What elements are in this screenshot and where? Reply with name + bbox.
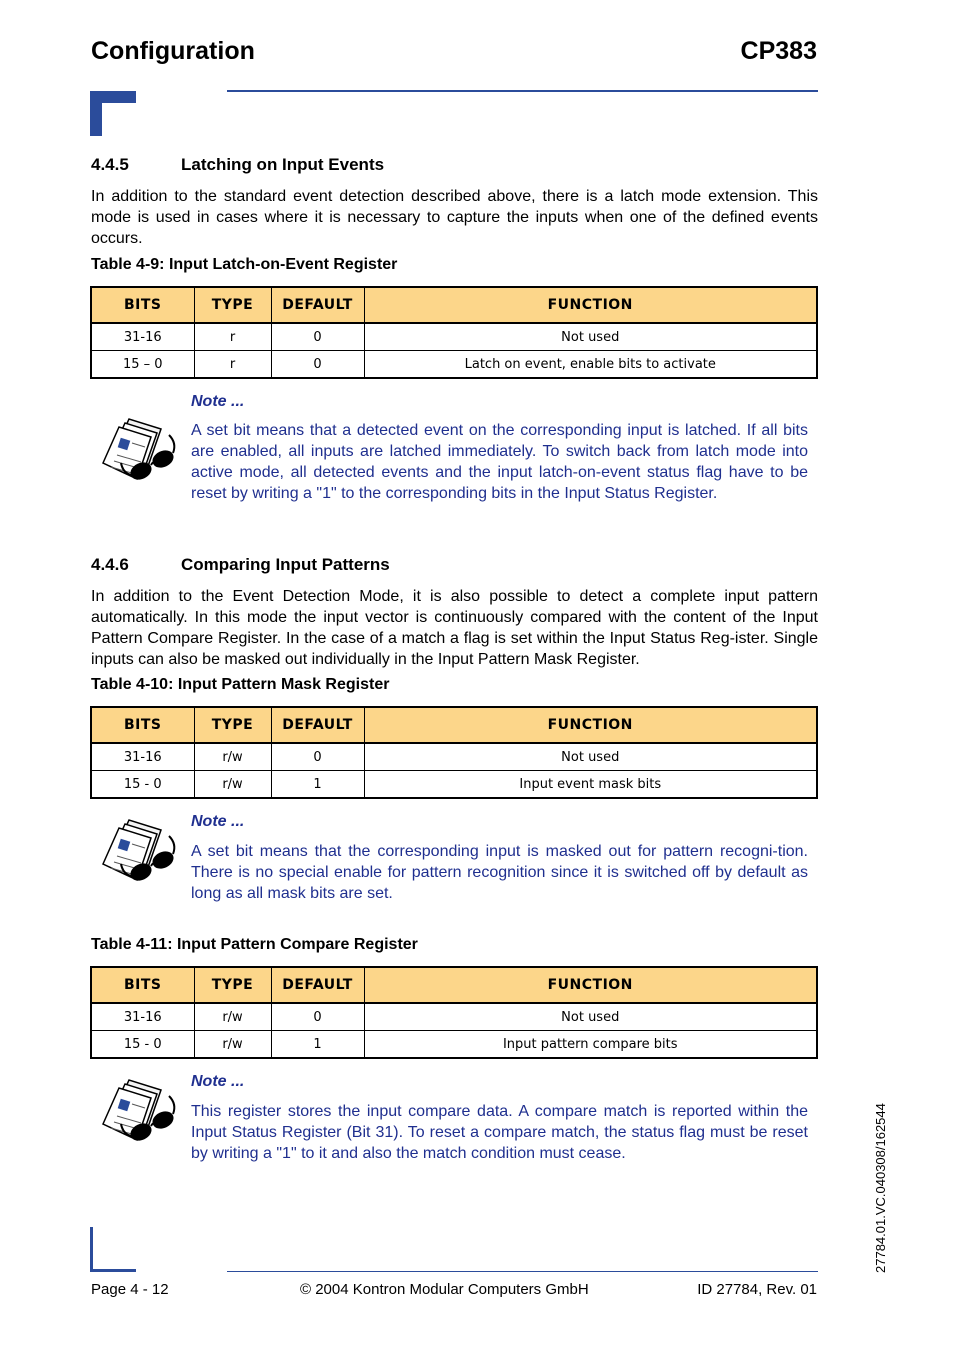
table-row [91, 771, 817, 799]
table-row [91, 743, 817, 771]
table-cell: r/w [194, 771, 271, 799]
section-body: In addition to the Event Detection Mode, it is also possible to detect a complete input pattern automatically. In this mode the input vector is continuously compared with the content of the Input Pattern Compare Register. In the case of a match a flag is set within the Input Status Reg-ister. Single inputs can also be masked out individually in the Input Pattern Mask Register. [91, 588, 818, 668]
footer-page-number: Page 4 - 12 [91, 1281, 169, 1298]
table-cell: Latch on event, enable bits to activate [364, 351, 817, 379]
section-body: In addition to the standard event detection described above, there is a latch mode extension. This mode is used in cases where it is necessary to capture the inputs when one of the defined events occurs. [91, 188, 818, 247]
table-cell: 0 [271, 743, 364, 771]
table-cell: r/w [194, 743, 271, 771]
table-cell: 0 [271, 351, 364, 379]
column-header: DEFAULT [271, 967, 364, 1003]
section-heading-4-4-6 [91, 555, 390, 575]
table-cell: Not used [364, 743, 817, 771]
table-caption: Table 4-11: Input Pattern Compare Register [91, 936, 418, 953]
section-number: 4.4.6 [91, 555, 129, 574]
table-cell: 31-16 [91, 1003, 194, 1031]
footer-corner-mark [90, 1227, 93, 1272]
table-row [91, 351, 817, 379]
note-text: This register stores the input compare data. A compare match is reported within the Input Status Register (Bit 31). To reset a compare match, the status flag must be reset by writing a "1" to it and also the match condition must cease. [191, 1103, 808, 1162]
register-table-latch [90, 286, 818, 379]
header-corner-mark-bar [90, 91, 136, 103]
note-reading-glasses-icon [99, 413, 179, 488]
note-reading-glasses-icon [99, 1074, 179, 1149]
register-table-compare [90, 966, 818, 1059]
table-cell: r [194, 351, 271, 379]
note-text: A set bit means that the corresponding input is masked out for pattern recogni-tion. There is no special enable for pattern recognition since it is switched off by default as long as all mask bits are set. [191, 843, 808, 902]
column-header: DEFAULT [271, 707, 364, 743]
table-cell: 15 – 0 [91, 351, 194, 379]
page-header-title: Configuration [91, 37, 255, 65]
column-header: FUNCTION [364, 287, 817, 323]
column-header: BITS [91, 287, 194, 323]
column-header: TYPE [194, 967, 271, 1003]
table-cell: 1 [271, 771, 364, 799]
section-title: Comparing Input Patterns [181, 555, 390, 574]
column-header: DEFAULT [271, 287, 364, 323]
column-header: BITS [91, 707, 194, 743]
table-cell: Not used [364, 323, 817, 351]
table-header-row [91, 707, 817, 743]
table-cell: 31-16 [91, 323, 194, 351]
footer-copyright: © 2004 Kontron Modular Computers GmbH [300, 1281, 589, 1298]
table-caption: Table 4-10: Input Pattern Mask Register [91, 676, 390, 693]
table-cell: 15 - 0 [91, 1031, 194, 1059]
table-cell: Input event mask bits [364, 771, 817, 799]
note-title: Note ... [191, 1073, 245, 1090]
note-title: Note ... [191, 393, 245, 410]
header-rule [227, 90, 818, 92]
table-row [91, 1003, 817, 1031]
table-cell: r/w [194, 1003, 271, 1031]
footer-rule [227, 1271, 818, 1272]
table-cell: 0 [271, 323, 364, 351]
note-reading-glasses-icon [99, 814, 179, 889]
section-title: Latching on Input Events [181, 155, 385, 174]
column-header: TYPE [194, 707, 271, 743]
table-cell: Input pattern compare bits [364, 1031, 817, 1059]
section-number: 4.4.5 [91, 155, 129, 174]
table-cell: 15 - 0 [91, 771, 194, 799]
table-header-row [91, 967, 817, 1003]
column-header: BITS [91, 967, 194, 1003]
table-cell: 0 [271, 1003, 364, 1031]
table-caption: Table 4-9: Input Latch-on-Event Register [91, 256, 398, 273]
table-row [91, 1031, 817, 1059]
column-header: TYPE [194, 287, 271, 323]
page-header-product: CP383 [740, 37, 817, 65]
table-cell: 31-16 [91, 743, 194, 771]
footer-document-id: ID 27784, Rev. 01 [697, 1281, 817, 1298]
table-cell: r/w [194, 1031, 271, 1059]
table-header-row [91, 287, 817, 323]
register-table-mask [90, 706, 818, 799]
note-title: Note ... [191, 813, 245, 830]
side-document-code: 27784.01.VC.040308/162544 [873, 1103, 888, 1273]
table-row [91, 323, 817, 351]
section-heading-4-4-5 [91, 155, 384, 175]
table-cell: r [194, 323, 271, 351]
column-header: FUNCTION [364, 967, 817, 1003]
note-text: A set bit means that a detected event on the corresponding input is latched. If all bits are enabled, all inputs are latched immediately. To switch back from latch mode into active mode, all detected events and the input latch-on-event status flag have to be reset by writing a "1" to the corresponding bits in the Input Status Register. [191, 422, 808, 502]
table-cell: Not used [364, 1003, 817, 1031]
footer-corner-mark-bar [90, 1269, 136, 1272]
table-cell: 1 [271, 1031, 364, 1059]
column-header: FUNCTION [364, 707, 817, 743]
